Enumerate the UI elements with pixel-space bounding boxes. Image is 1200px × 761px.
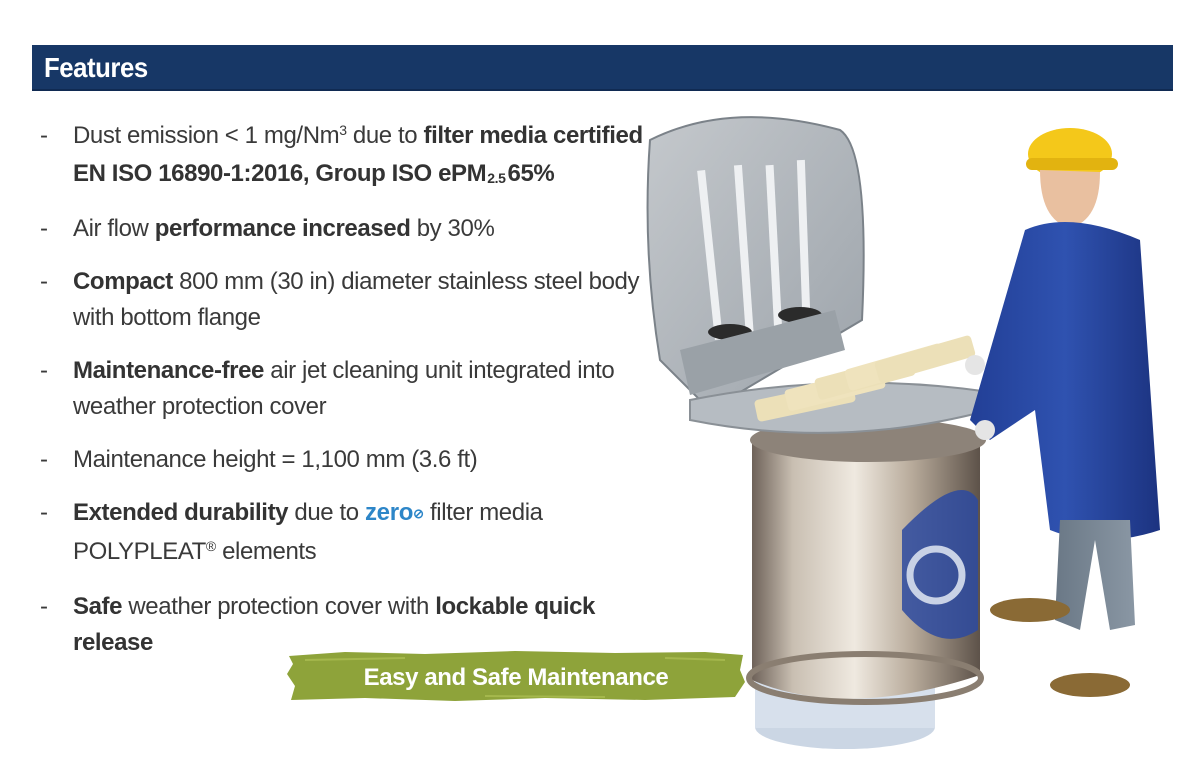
subscript: 2.5 xyxy=(487,170,506,186)
feature-text: Maintenance height = 1,100 mm (3.6 ft) xyxy=(73,446,478,473)
feature-emphasis: 65% xyxy=(507,160,555,187)
weather-cover-lid xyxy=(648,117,864,410)
zero-logo-mark-icon: ⊘ xyxy=(413,506,424,521)
feature-text: weather protection cover with xyxy=(122,593,436,620)
feature-emphasis: filter media certified EN ISO 16890-1:2016, Group ISO ePM xyxy=(73,122,643,187)
bullet-dash: - xyxy=(40,357,48,384)
bullet-dash: - xyxy=(40,215,48,242)
feature-item-durability xyxy=(40,495,650,572)
section-header-bar xyxy=(32,45,1173,91)
feature-item-compact xyxy=(40,264,650,336)
feature-emphasis: Compact xyxy=(73,268,173,295)
feature-item-air-flow xyxy=(40,211,650,247)
feature-text: by 30% xyxy=(410,215,495,242)
feature-text: 800 mm (30 in) diameter stainless steel body with bottom flange xyxy=(73,268,640,331)
feature-emphasis: Extended durability xyxy=(73,499,289,526)
feature-item-dust-emission xyxy=(40,118,650,194)
banner xyxy=(285,650,747,702)
bullet-dash: - xyxy=(40,122,48,149)
banner-label: Easy and Safe Maintenance xyxy=(363,664,669,691)
superscript: 3 xyxy=(339,122,347,138)
feature-emphasis: lockable quick release xyxy=(73,593,596,656)
feature-emphasis: Maintenance-free xyxy=(73,357,264,384)
feature-text: elements xyxy=(215,538,317,565)
feature-text: Dust emission < 1 mg/Nm xyxy=(73,122,340,149)
bullet-dash: - xyxy=(40,446,48,473)
feature-text: air jet cleaning unit integrated into weather protection cover xyxy=(73,357,615,420)
feature-text: due to xyxy=(288,499,365,526)
bullet-dash: - xyxy=(40,499,48,526)
feature-text: Air flow xyxy=(73,215,155,242)
feature-list xyxy=(40,118,650,678)
filter-unit-body xyxy=(749,418,986,749)
zero-logo-text: zero xyxy=(364,499,414,526)
feature-emphasis: performance increased xyxy=(154,215,411,242)
worker-figure xyxy=(965,128,1160,697)
feature-item-maintenance-height xyxy=(40,442,650,478)
feature-text: due to xyxy=(346,122,424,149)
feature-emphasis: Safe xyxy=(73,593,123,620)
registered-mark: ® xyxy=(205,538,216,554)
section-title: Features xyxy=(44,52,148,83)
feature-text: filter media POLYPLEAT xyxy=(73,499,543,565)
zero-logo xyxy=(365,499,424,526)
bullet-dash: - xyxy=(40,268,48,295)
feature-item-maintenance-free xyxy=(40,353,650,425)
bullet-dash: - xyxy=(40,593,48,620)
